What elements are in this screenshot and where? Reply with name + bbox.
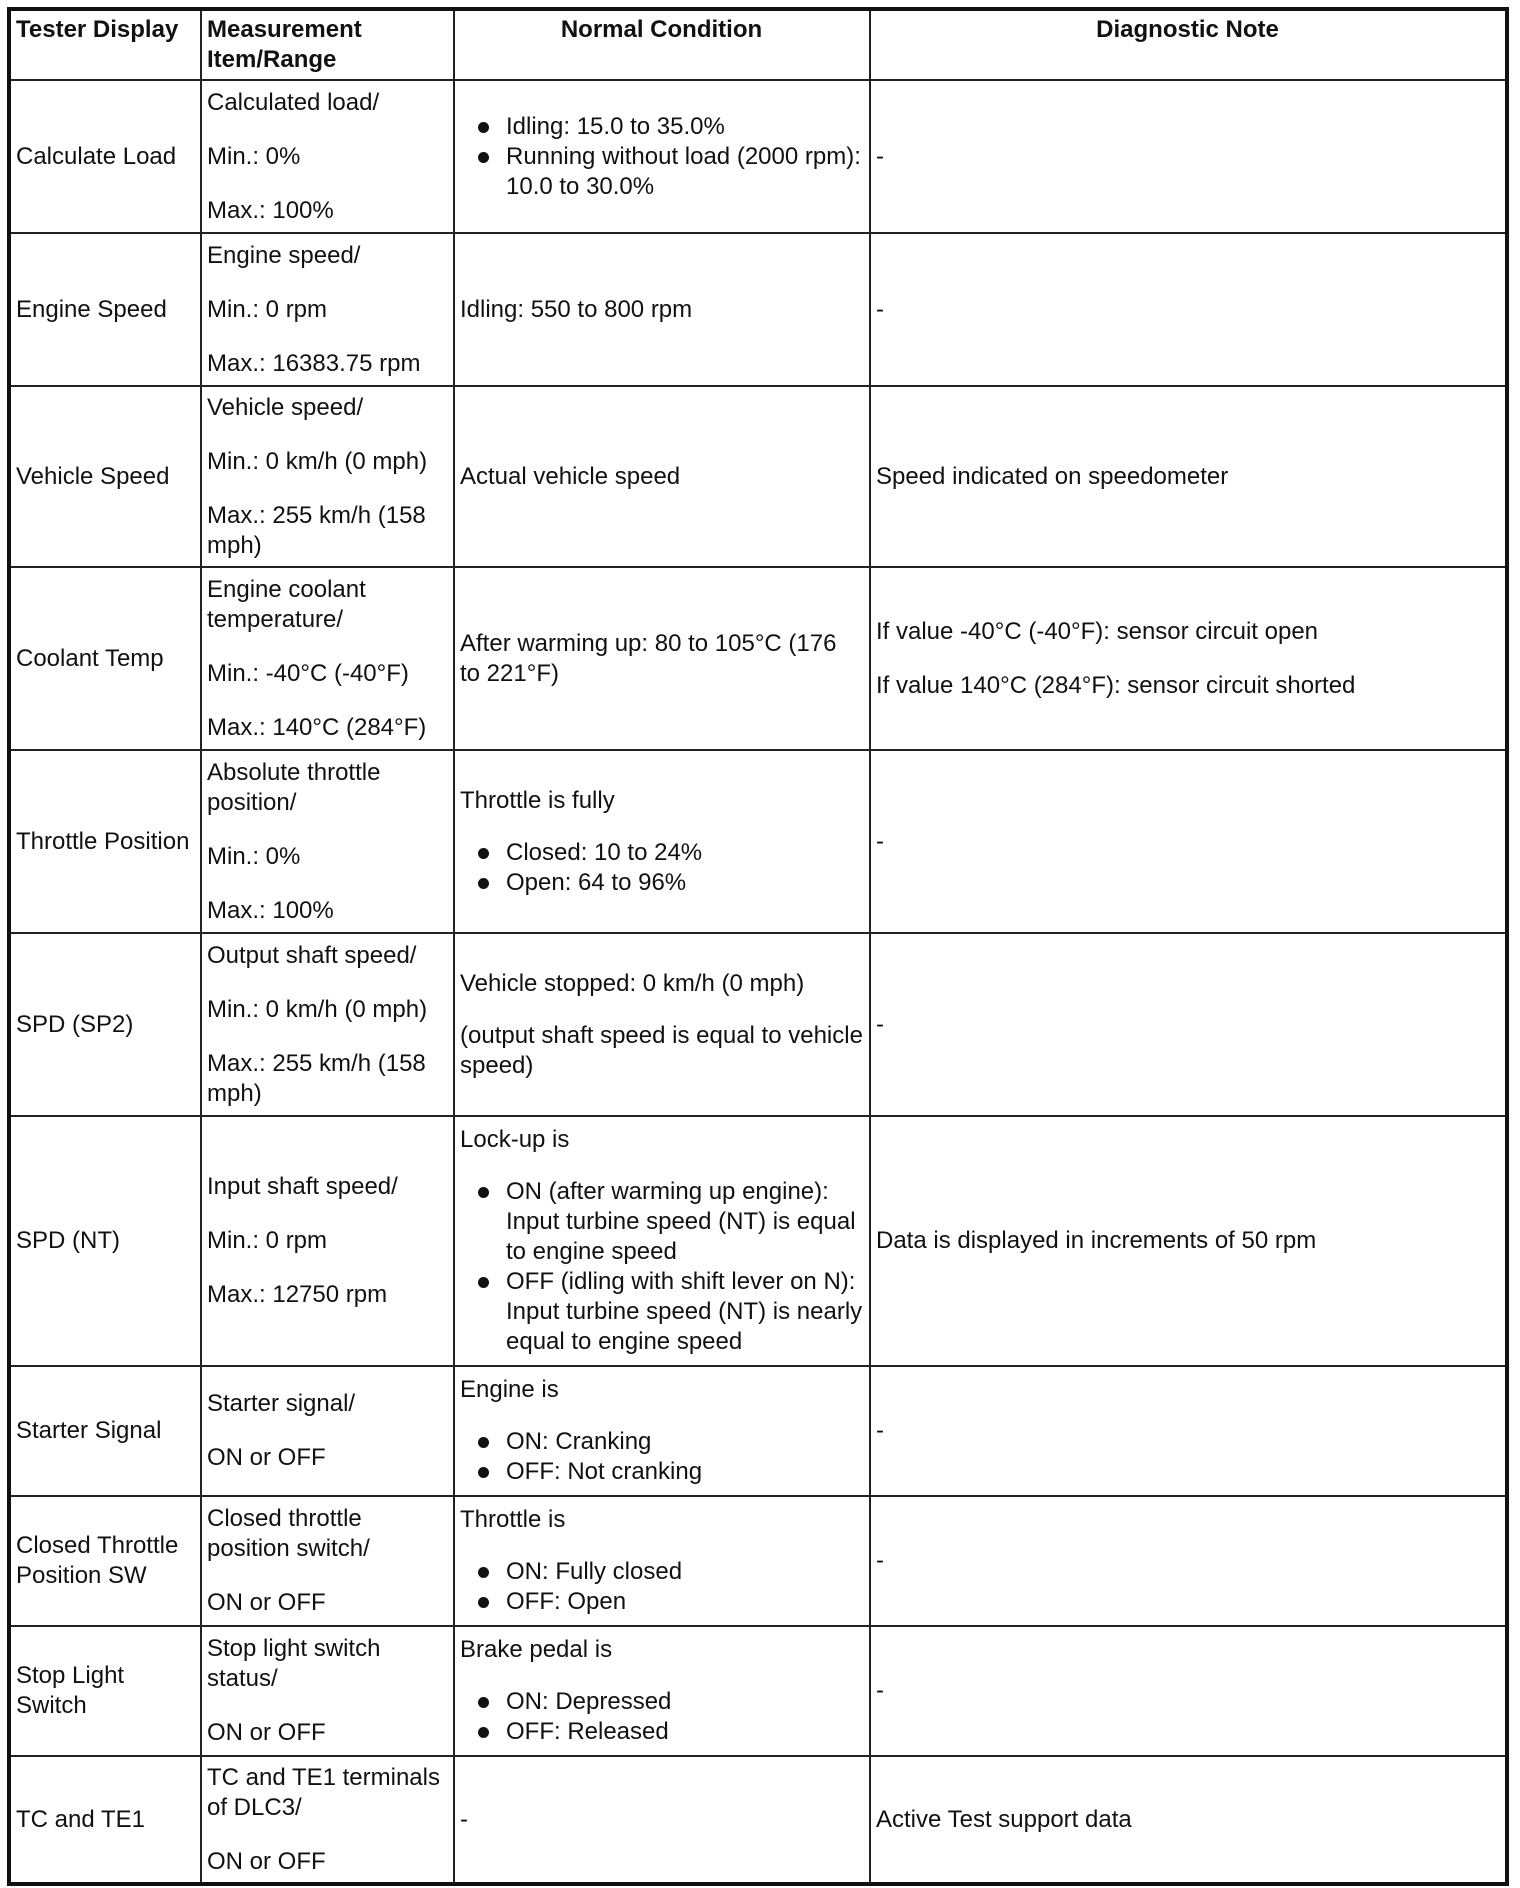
diagnostic-note-cell [870, 1756, 1507, 1884]
diagnostic-note-text: If value -40°C (-40°F): sensor circuit open [876, 617, 1319, 645]
diagnostic-note-text: - [876, 295, 884, 323]
normal-condition-cell [454, 750, 870, 933]
list-item: OFF: Released [506, 1717, 863, 1747]
diagnostic-note-cell [870, 933, 1507, 1116]
tester-display-cell: Engine Speed [9, 233, 201, 386]
measurement-line: Max.: 255 km/h (158 mph) [207, 501, 426, 559]
measurement-line: Min.: -40°C (-40°F) [207, 659, 409, 687]
measurement-line: Output shaft speed/ [207, 941, 417, 969]
measurement-line: Closed throttle position switch/ [207, 1505, 370, 1562]
tester-display-cell: Vehicle Speed [9, 386, 201, 567]
tester-display-cell: SPD (SP2) [9, 933, 201, 1116]
list-item: ON: Depressed [506, 1687, 863, 1717]
list-item: Open: 64 to 96% [506, 868, 863, 898]
normal-condition-cell [454, 1626, 870, 1756]
normal-condition-cell [454, 567, 870, 750]
measurement-line: Calculated load/ [207, 88, 380, 116]
diagnostic-note-text: Speed indicated on speedometer [876, 462, 1229, 490]
measurement-line: ON or OFF [207, 1589, 326, 1616]
measurement-line: Max.: 255 km/h (158 mph) [207, 1049, 426, 1107]
normal-condition-text: Actual vehicle speed [460, 462, 681, 490]
measurement-line: Starter signal/ [207, 1390, 356, 1417]
header-measurement: Measurement Item/Range [201, 9, 454, 80]
data-list-table [7, 7, 1509, 1886]
measurement-line: ON or OFF [207, 1719, 326, 1746]
measurement-line: Engine speed/ [207, 241, 361, 269]
diagnostic-note-text: If value 140°C (284°F): sensor circuit shorted [876, 671, 1356, 699]
diagnostic-note-text: Active Test support data [876, 1805, 1132, 1833]
list-item: OFF: Not cranking [506, 1457, 863, 1487]
measurement-line: TC and TE1 terminals of DLC3/ [207, 1763, 440, 1821]
diagnostic-note-cell [870, 1116, 1507, 1366]
diagnostic-note-cell [870, 80, 1507, 233]
normal-condition-list [460, 838, 863, 898]
diagnostic-note-cell [870, 1366, 1507, 1496]
list-item: OFF: Open [506, 1587, 863, 1617]
measurement-line: ON or OFF [207, 1444, 326, 1471]
normal-condition-text: Lock-up is [460, 1126, 570, 1153]
measurement-line: Min.: 0 km/h (0 mph) [207, 447, 428, 475]
measurement-line: Min.: 0% [207, 142, 301, 170]
diagnostic-note-text: - [876, 1417, 884, 1444]
normal-condition-cell [454, 233, 870, 386]
tester-display-cell: Calculate Load [9, 80, 201, 233]
measurement-line: Min.: 0% [207, 842, 301, 870]
tester-display-cell: TC and TE1 [9, 1756, 201, 1884]
table-row [9, 80, 1507, 233]
measurement-line: Min.: 0 rpm [207, 1227, 328, 1254]
tester-display-cell: Throttle Position [9, 750, 201, 933]
table-row [9, 233, 1507, 386]
measurement-line: ON or OFF [207, 1847, 326, 1875]
table-row [9, 933, 1507, 1116]
table-row [9, 1366, 1507, 1496]
measurement-line: Engine coolant temperature/ [207, 575, 366, 633]
measurement-cell [201, 567, 454, 750]
list-item: ON: Fully closed [506, 1557, 863, 1587]
table-row [9, 567, 1507, 750]
measurement-line: Min.: 0 km/h (0 mph) [207, 995, 428, 1023]
diagnostic-note-text: - [876, 142, 884, 170]
normal-condition-text: After warming up: 80 to 105°C (176 to 221°F) [460, 629, 837, 687]
measurement-line: Max.: 12750 rpm [207, 1281, 388, 1308]
diagnostic-note-text: - [876, 827, 884, 855]
diagnostic-note-text: - [876, 1010, 884, 1038]
normal-condition-list [460, 1557, 863, 1617]
normal-condition-cell [454, 386, 870, 567]
diagnostic-note-cell [870, 386, 1507, 567]
normal-condition-list [460, 1177, 863, 1357]
measurement-cell [201, 1626, 454, 1756]
normal-condition-list [460, 1687, 863, 1747]
table-row [9, 1496, 1507, 1626]
header-diagnostic-note: Diagnostic Note [870, 9, 1507, 80]
measurement-cell [201, 750, 454, 933]
table-row [9, 1116, 1507, 1366]
diagnostic-note-cell [870, 233, 1507, 386]
measurement-cell [201, 1756, 454, 1884]
normal-condition-text: Vehicle stopped: 0 km/h (0 mph) [460, 969, 805, 997]
tester-display-cell: Stop Light Switch [9, 1626, 201, 1756]
table-row [9, 1756, 1507, 1884]
list-item: ON: Cranking [506, 1427, 863, 1457]
normal-condition-cell [454, 1116, 870, 1366]
header-row [9, 9, 1507, 80]
measurement-line: Max.: 100% [207, 896, 334, 924]
normal-condition-cell [454, 1366, 870, 1496]
header-normal-condition: Normal Condition [454, 9, 870, 80]
measurement-line: Max.: 16383.75 rpm [207, 349, 421, 377]
normal-condition-cell [454, 1496, 870, 1626]
normal-condition-cell [454, 1756, 870, 1884]
measurement-line: Vehicle speed/ [207, 393, 364, 421]
list-item: Running without load (2000 rpm): 10.0 to 30.0% [506, 142, 863, 202]
list-item: Closed: 10 to 24% [506, 838, 863, 868]
normal-condition-cell [454, 933, 870, 1116]
table-row [9, 1626, 1507, 1756]
measurement-cell [201, 1116, 454, 1366]
diagnostic-note-cell [870, 1496, 1507, 1626]
normal-condition-text: Throttle is fully [460, 786, 615, 814]
diagnostic-note-text: - [876, 1677, 884, 1704]
normal-condition-text: Idling: 550 to 800 rpm [460, 295, 693, 323]
measurement-line: Min.: 0 rpm [207, 295, 328, 323]
table-row [9, 386, 1507, 567]
table-row [9, 750, 1507, 933]
normal-condition-list [460, 112, 863, 202]
normal-condition-text: Engine is [460, 1376, 559, 1403]
normal-condition-list [460, 1427, 863, 1487]
measurement-line: Absolute throttle position/ [207, 758, 381, 816]
tester-display-cell: Closed Throttle Position SW [9, 1496, 201, 1626]
measurement-line: Max.: 140°C (284°F) [207, 713, 427, 741]
tester-display-cell: Coolant Temp [9, 567, 201, 750]
header-tester-display: Tester Display [9, 9, 201, 80]
measurement-cell [201, 1496, 454, 1626]
measurement-cell [201, 80, 454, 233]
diagnostic-note-cell [870, 567, 1507, 750]
measurement-line: Input shaft speed/ [207, 1173, 398, 1200]
measurement-cell [201, 233, 454, 386]
normal-condition-extra: (output shaft speed is equal to vehicle speed) [460, 1021, 863, 1079]
normal-condition-text: Throttle is [460, 1506, 566, 1533]
diagnostic-note-cell [870, 750, 1507, 933]
diagnostic-note-cell [870, 1626, 1507, 1756]
tester-display-cell: Starter Signal [9, 1366, 201, 1496]
measurement-cell [201, 933, 454, 1116]
measurement-cell [201, 1366, 454, 1496]
list-item: ON (after warming up engine): Input turbine speed (NT) is equal to engine speed [506, 1177, 863, 1267]
normal-condition-text: Brake pedal is [460, 1636, 613, 1663]
tester-display-cell: SPD (NT) [9, 1116, 201, 1366]
diagnostic-note-text: Data is displayed in increments of 50 rpm [876, 1227, 1317, 1254]
table-body [9, 80, 1507, 1884]
list-item: OFF (idling with shift lever on N): Input turbine speed (NT) is nearly equal to engine speed [506, 1268, 863, 1355]
measurement-cell [201, 386, 454, 567]
normal-condition-text: - [460, 1805, 468, 1833]
diagnostic-note-text: - [876, 1547, 884, 1574]
measurement-line: Stop light switch status/ [207, 1635, 381, 1692]
list-item: Idling: 15.0 to 35.0% [506, 112, 863, 142]
normal-condition-cell [454, 80, 870, 233]
measurement-line: Max.: 100% [207, 196, 334, 224]
